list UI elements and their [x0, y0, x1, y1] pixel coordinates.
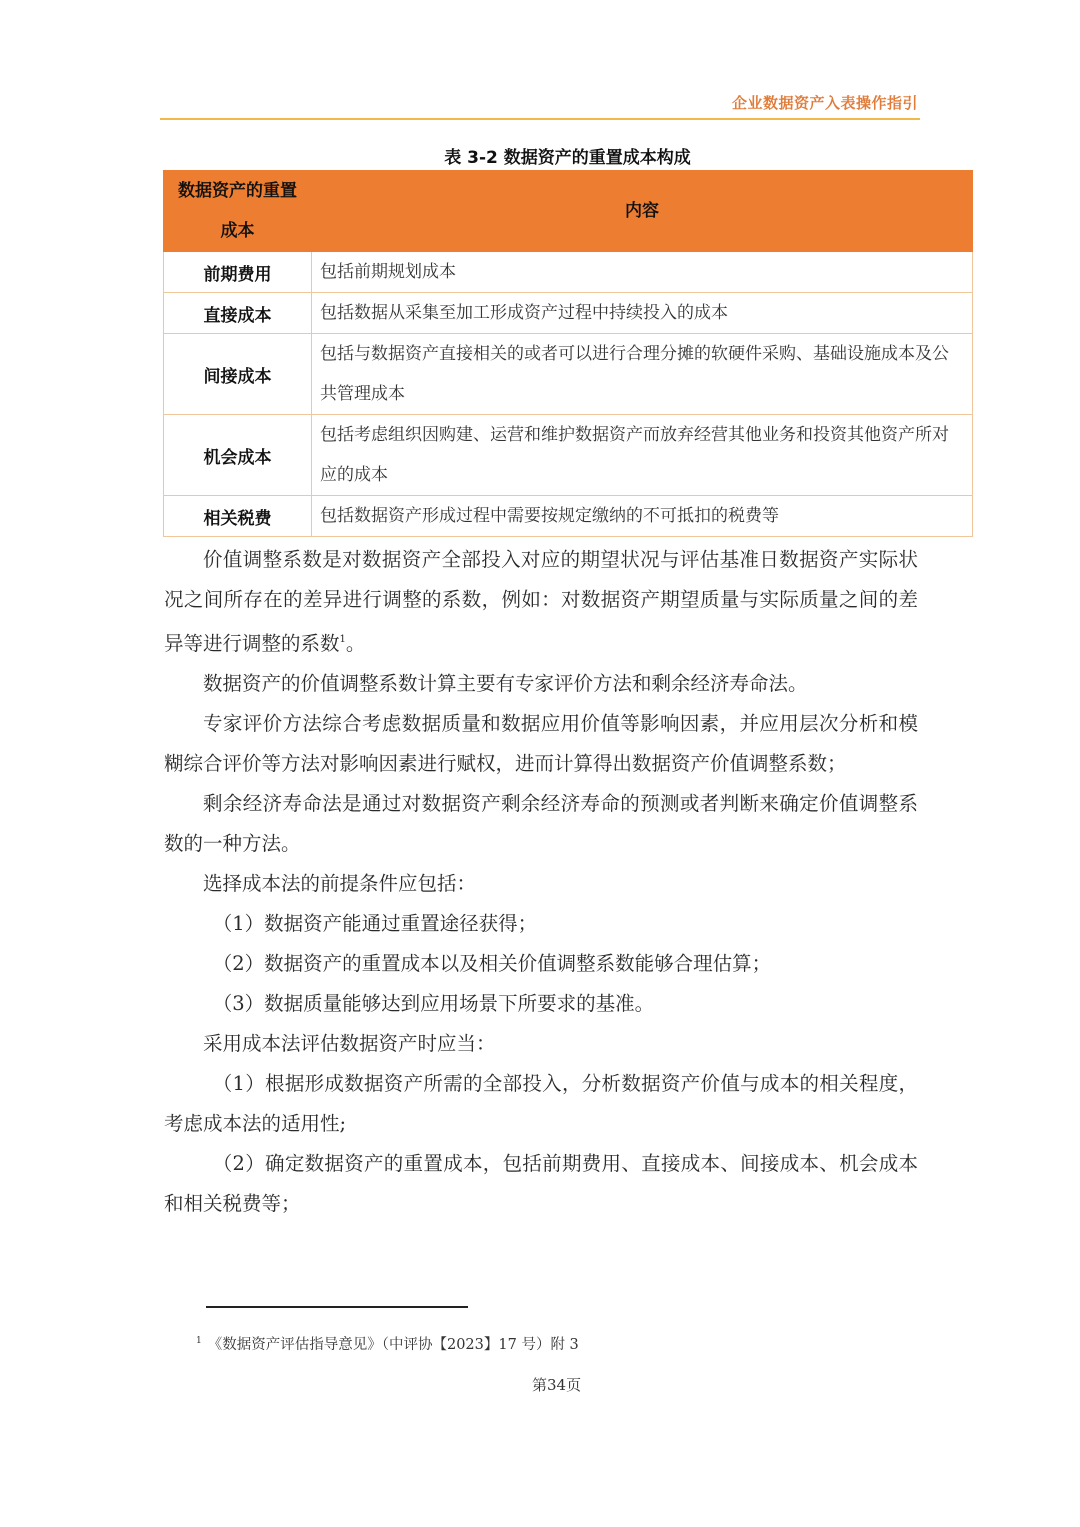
paragraph-adjustment-methods: 数据资产的价值调整系数计算主要有专家评价方法和剩余经济寿命法。 — [203, 672, 808, 695]
list-item: （2）数据资产的重置成本以及相关价值调整系数能够合理估算； — [212, 952, 772, 975]
cost-type-cell: 直接成本 — [164, 293, 312, 334]
table-row — [164, 496, 973, 537]
column-header-cost-type: 数据资产的重置成本 — [164, 171, 312, 252]
running-header-title: 企业数据资产入表操作指引 — [731, 94, 918, 112]
list-item: （2）确定数据资产的重置成本，包括前期费用、直接成本、间接成本、机会成本和相关税费等； — [164, 1152, 918, 1215]
footnote-divider — [206, 1306, 468, 1308]
column-header-content: 内容 — [312, 171, 973, 252]
list-item: （1）根据形成数据资产所需的全部投入，分析数据资产价值与成本的相关程度，考虑成本法的适用性; — [164, 1072, 918, 1135]
paragraph-remaining-life-method: 剩余经济寿命法是通过对数据资产剩余经济寿命的预测或者判断来确定价值调整系数的一种方法。 — [164, 792, 918, 855]
paragraph-prerequisites-intro: 选择成本法的前提条件应包括： — [203, 872, 477, 895]
paragraph-value-adjustment: 价值调整系数是对数据资产全部投入对应的期望状况与评估基准日数据资产实际状况之间所存在的差异进行调整的系数，例如：对数据资产期望质量与实际质量之间的差异等进行调整的系数$^1$。 — [164, 548, 918, 655]
list-item: （3）数据质量能够达到应用场景下所要求的基准。 — [212, 992, 655, 1015]
table-row — [164, 293, 973, 334]
header-divider — [160, 118, 920, 120]
cost-type-cell: 相关税费 — [164, 496, 312, 537]
cost-type-cell: 机会成本 — [164, 415, 312, 496]
paragraph-requirements-intro: 采用成本法评估数据资产时应当： — [203, 1032, 496, 1055]
footnote — [196, 1333, 579, 1354]
footnote-marker: 1 — [196, 1336, 202, 1346]
cost-content-cell: 包括数据从采集至加工形成资产过程中持续投入的成本 — [312, 293, 973, 334]
cost-content-cell: 包括数据资产形成过程中需要按规定缴纳的不可抵扣的税费等 — [312, 496, 973, 537]
footnote-reference[interactable]: 1 — [339, 634, 346, 645]
body-text — [164, 540, 918, 1224]
table-row — [164, 334, 973, 415]
cost-content-cell: 包括与数据资产直接相关的或者可以进行合理分摊的软硬件采购、基础设施成本及公共管理成本 — [312, 334, 973, 415]
cost-type-cell: 前期费用 — [164, 252, 312, 293]
table-row — [164, 252, 973, 293]
list-item: （1）数据资产能通过重置途径获得； — [212, 912, 538, 935]
footnote-text: 《数据资产评估指导意见》（中评协【2023】17 号）附 3 — [207, 1337, 579, 1353]
table-caption: 表 3-2 数据资产的重置成本构成 — [444, 148, 691, 168]
cost-type-cell: 间接成本 — [164, 334, 312, 415]
table-header-row — [164, 171, 973, 252]
paragraph-expert-method: 专家评价方法综合考虑数据质量和数据应用价值等影响因素，并应用层次分析和模糊综合评价等方法对影响因素进行赋权，进而计算得出数据资产价值调整系数； — [164, 712, 918, 775]
table-row — [164, 415, 973, 496]
cost-content-cell: 包括考虑组织因购建、运营和维护数据资产而放弃经营其他业务和投资其他资产所对应的成本 — [312, 415, 973, 496]
page-number: 第34页 — [532, 1376, 582, 1394]
cost-content-cell: 包括前期规划成本 — [312, 252, 973, 293]
replacement-cost-table — [163, 170, 973, 537]
